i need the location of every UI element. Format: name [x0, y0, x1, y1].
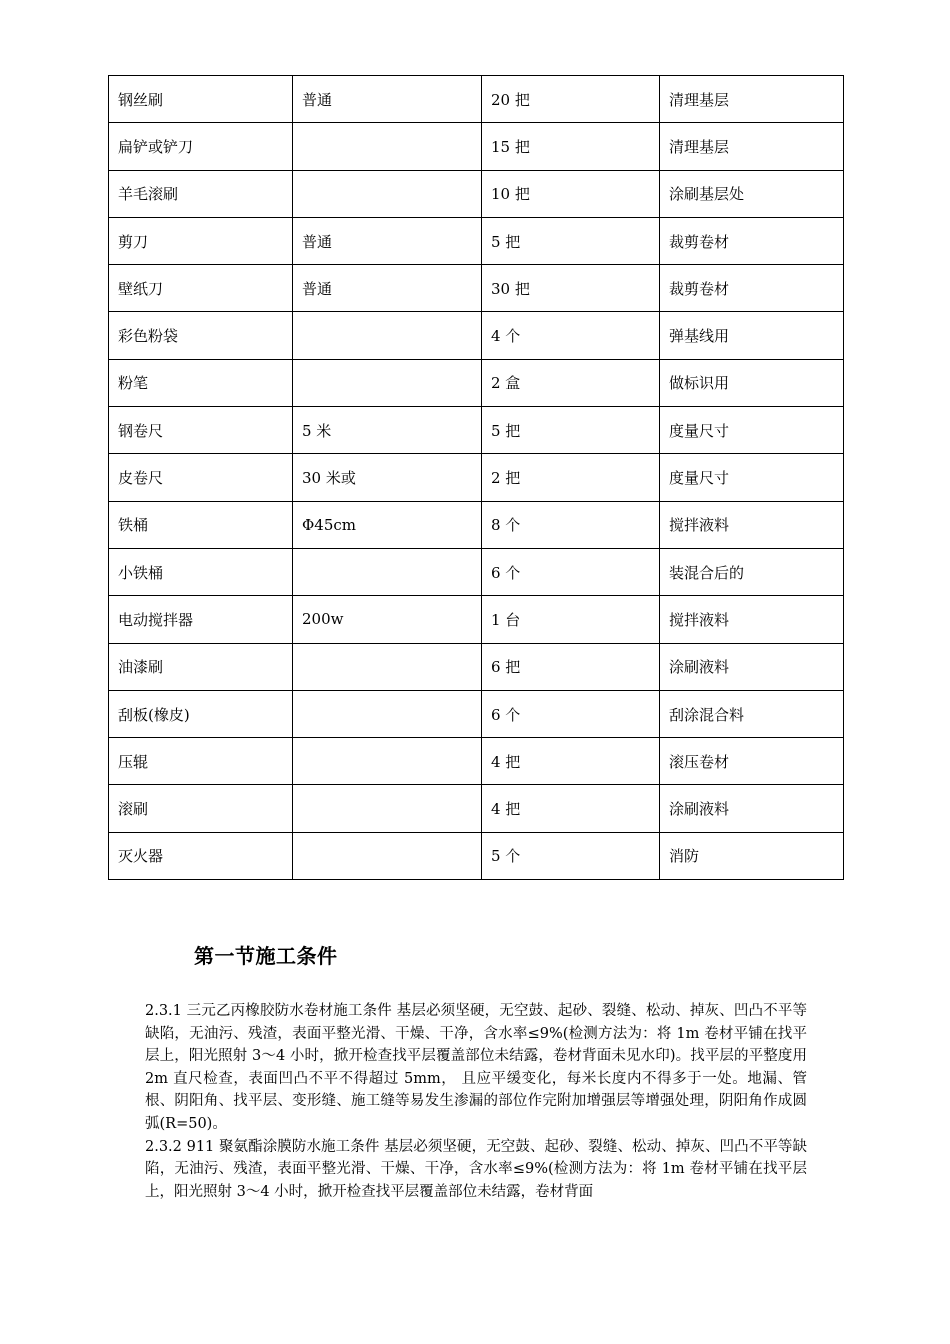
tools-table-body [109, 76, 844, 880]
tool-qty-cell: 4 把 [482, 738, 660, 785]
tool-spec-cell: 200w [293, 596, 482, 643]
tool-use-cell: 清理基层 [660, 76, 844, 123]
table-row [109, 76, 844, 123]
tool-spec-cell [293, 690, 482, 737]
tool-spec-cell: 普通 [293, 76, 482, 123]
tool-use-cell: 涂刷液料 [660, 785, 844, 832]
tool-use-cell: 清理基层 [660, 123, 844, 170]
table-row [109, 832, 844, 879]
tool-spec-cell [293, 359, 482, 406]
tool-qty-cell: 8 个 [482, 501, 660, 548]
table-row [109, 312, 844, 359]
tool-name-cell: 刮板(橡皮) [109, 690, 293, 737]
tool-name-cell: 滚刷 [109, 785, 293, 832]
tool-spec-cell [293, 312, 482, 359]
tool-spec-cell: Φ45cm [293, 501, 482, 548]
tool-qty-cell: 10 把 [482, 170, 660, 217]
tool-use-cell: 刮涂混合料 [660, 690, 844, 737]
tool-name-cell: 电动搅拌器 [109, 596, 293, 643]
tool-qty-cell: 6 个 [482, 548, 660, 595]
tool-name-cell: 粉笔 [109, 359, 293, 406]
tool-use-cell: 涂刷液料 [660, 643, 844, 690]
tool-use-cell: 做标识用 [660, 359, 844, 406]
table-row [109, 690, 844, 737]
tool-qty-cell: 6 个 [482, 690, 660, 737]
table-row [109, 123, 844, 170]
tool-spec-cell [293, 123, 482, 170]
tool-name-cell: 小铁桶 [109, 548, 293, 595]
tool-qty-cell: 15 把 [482, 123, 660, 170]
tool-spec-cell [293, 785, 482, 832]
table-row [109, 738, 844, 785]
tool-qty-cell: 20 把 [482, 76, 660, 123]
tool-name-cell: 彩色粉袋 [109, 312, 293, 359]
tool-name-cell: 钢丝刷 [109, 76, 293, 123]
tool-spec-cell [293, 832, 482, 879]
table-row [109, 548, 844, 595]
tool-qty-cell: 2 把 [482, 454, 660, 501]
tools-table [108, 75, 844, 880]
tool-spec-cell [293, 548, 482, 595]
tool-use-cell: 搅拌液料 [660, 596, 844, 643]
tool-use-cell: 裁剪卷材 [660, 265, 844, 312]
tool-spec-cell [293, 170, 482, 217]
tool-spec-cell: 普通 [293, 265, 482, 312]
tool-qty-cell: 2 盒 [482, 359, 660, 406]
tool-qty-cell: 1 台 [482, 596, 660, 643]
tool-use-cell: 弹基线用 [660, 312, 844, 359]
tool-name-cell: 压辊 [109, 738, 293, 785]
tool-name-cell: 油漆刷 [109, 643, 293, 690]
section-body [145, 1000, 807, 1203]
section-title: 第一节施工条件 [194, 944, 338, 968]
table-row [109, 407, 844, 454]
tool-use-cell: 装混合后的 [660, 548, 844, 595]
tool-spec-cell [293, 643, 482, 690]
table-row [109, 643, 844, 690]
tool-qty-cell: 5 个 [482, 832, 660, 879]
tool-name-cell: 灭火器 [109, 832, 293, 879]
tool-name-cell: 扁铲或铲刀 [109, 123, 293, 170]
table-row [109, 501, 844, 548]
tool-use-cell: 度量尺寸 [660, 454, 844, 501]
table-row [109, 217, 844, 264]
tool-spec-cell: 30 米或 [293, 454, 482, 501]
table-row [109, 454, 844, 501]
table-row [109, 785, 844, 832]
paragraph-2-3-2: 2.3.2 911 聚氨酯涂膜防水施工条件 基层必须坚硬，无空鼓、起砂、裂缝、松动、掉灰、凹凸不平等缺陷，无油污、残渣，表面平整光滑、干燥、干净，含水率≤9%(检测方法为：将 1m 卷材平铺在找平层上，阳光照射 3～4 小时，掀开检查找平层覆盖部位未结露，卷材背面 [145, 1138, 807, 1200]
table-row [109, 170, 844, 217]
table-row [109, 359, 844, 406]
tool-qty-cell: 4 把 [482, 785, 660, 832]
tool-name-cell: 壁纸刀 [109, 265, 293, 312]
paragraph-2-3-1: 2.3.1 三元乙丙橡胶防水卷材施工条件 基层必须坚硬，无空鼓、起砂、裂缝、松动、掉灰、凹凸不平等缺陷，无油污、残渣，表面平整光滑、干燥、干净，含水率≤9%(检测方法为：将 1m 卷材平铺在找平层上，阳光照射 3～4 小时，掀开检查找平层覆盖部位未结露，卷材背面未见水印)。找平层的平整度用 2m 直尺检查，表面凹凸不平不得超过 5mm， 且应平缓变化，每米长度内不得多于一处。地漏、管根、阴阳角、找平层、变形缝、施工缝等易发生渗漏的部位作完附加增强层等增强处理，阴阳角作成圆弧(R=50)。 [145, 1003, 807, 1132]
tool-name-cell: 剪刀 [109, 217, 293, 264]
tool-use-cell: 搅拌液料 [660, 501, 844, 548]
table-row [109, 596, 844, 643]
tool-spec-cell [293, 738, 482, 785]
tool-use-cell: 消防 [660, 832, 844, 879]
tool-qty-cell: 5 把 [482, 407, 660, 454]
tool-use-cell: 涂刷基层处 [660, 170, 844, 217]
table-row [109, 265, 844, 312]
tool-name-cell: 皮卷尺 [109, 454, 293, 501]
tool-spec-cell: 5 米 [293, 407, 482, 454]
tool-qty-cell: 4 个 [482, 312, 660, 359]
tool-use-cell: 滚压卷材 [660, 738, 844, 785]
tool-qty-cell: 5 把 [482, 217, 660, 264]
tool-use-cell: 裁剪卷材 [660, 217, 844, 264]
tool-name-cell: 钢卷尺 [109, 407, 293, 454]
tool-use-cell: 度量尺寸 [660, 407, 844, 454]
tool-qty-cell: 6 把 [482, 643, 660, 690]
tool-name-cell: 羊毛滚刷 [109, 170, 293, 217]
tool-name-cell: 铁桶 [109, 501, 293, 548]
tool-spec-cell: 普通 [293, 217, 482, 264]
tool-qty-cell: 30 把 [482, 265, 660, 312]
